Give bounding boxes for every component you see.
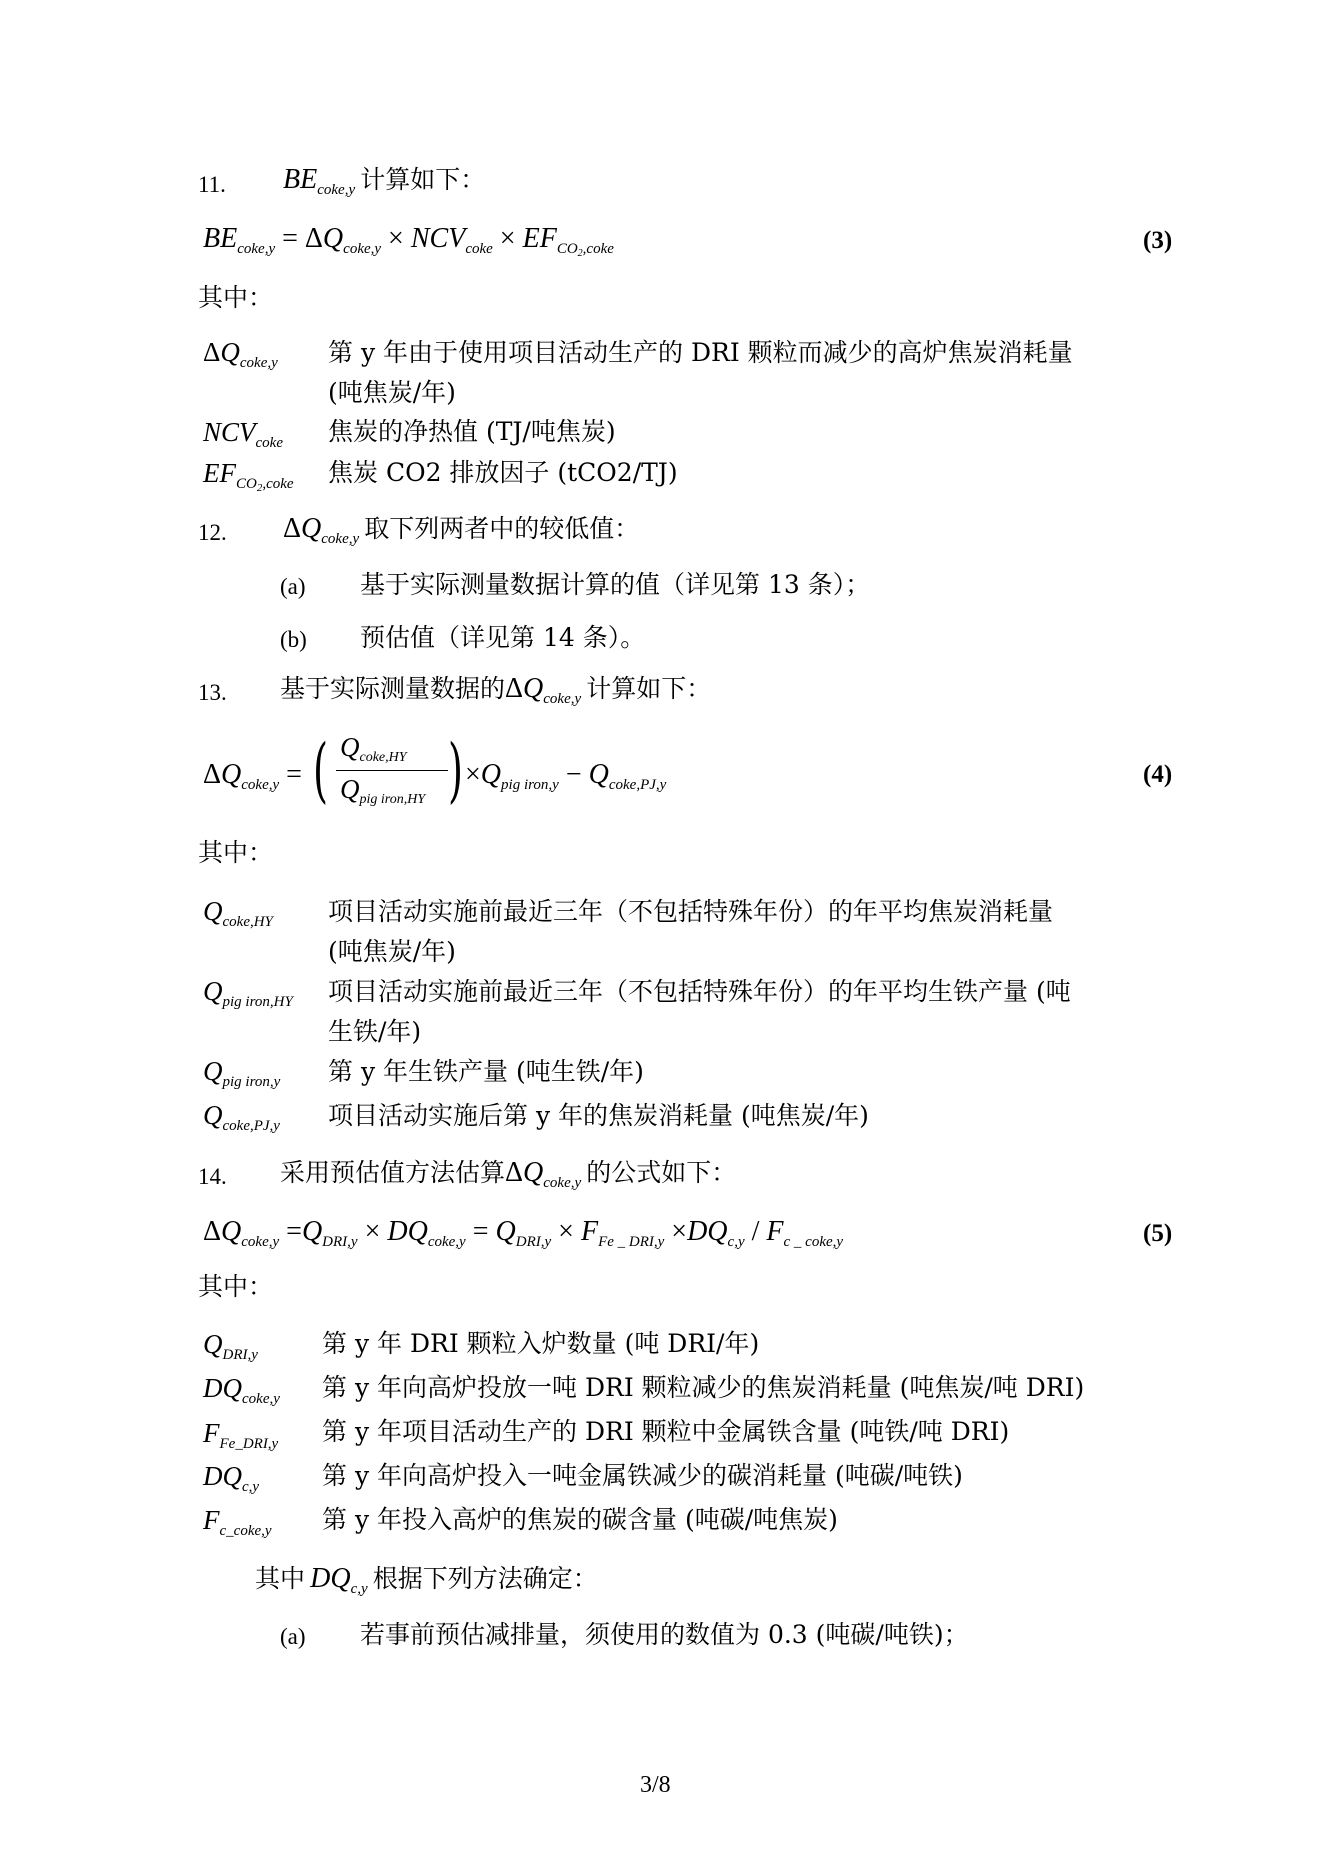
para-12-heading [283,512,639,546]
def-desc-ef: 焦炭 CO2 排放因子 (tCO2/TJ) [328,458,678,487]
def-symbol-dq-c: $DQ_{c,y}$ [203,1461,260,1495]
para-12-number: 12. [198,520,227,545]
para-13-heading [280,672,711,706]
list-12-a-label: (a) [280,574,306,599]
def-symbol-ef: $EF_{CO_2,coke}$ [203,458,294,494]
para-dq-text-2: 根据下列方法确定： [372,1564,598,1593]
para-11-heading [283,163,485,197]
list-dq-a-text: 若事前预估减排量，须使用的数值为 0.3 (吨碳/吨铁)； [360,1620,969,1649]
where-label-3: 其中： [198,1272,274,1301]
def-desc-q-coke-hy: 项目活动实施前最近三年（不包括特殊年份）的年平均焦炭消耗量 (吨焦炭/年) [328,897,1054,966]
para-11-text: 计算如下： [360,165,486,194]
def-desc-q-coke-pj-y: 项目活动实施后第 y 年的焦炭消耗量 (吨焦炭/年) [328,1101,869,1130]
list-12-a-text: 基于实际测量数据计算的值（详见第 13 条）； [360,570,871,599]
dq-c-symbol: $DQ_{c,y}$ [310,1563,368,1597]
def-desc-delta-q-coke: 第 y 年由于使用项目活动生产的 DRI 颗粒而减少的高炉焦炭消耗量 (吨焦炭/年) [328,338,1073,407]
para-14-text-1: 采用预估值方法估算 [280,1158,506,1187]
def-desc-f-c-coke: 第 y 年投入高炉的焦炭的碳含量 (吨碳/吨焦炭) [322,1505,838,1534]
def-symbol-q-pig-iron-hy: $Q_{pig iron,HY}$ [203,976,293,1010]
delta-q-symbol-14: $\Delta Q_{coke,y}$ [505,1157,582,1191]
be-symbol: $BE_{coke,y}$ [283,164,356,198]
def-desc-dq-c: 第 y 年向高炉投入一吨金属铁减少的碳消耗量 (吨碳/吨铁) [322,1461,963,1490]
def-symbol-f-c-coke: $F_{c\_coke,y}$ [203,1505,272,1539]
para-12-text: 取下列两者中的较低值： [364,514,640,543]
page-number: 3/8 [640,1772,671,1798]
def-symbol-f-fe-dri: $F_{Fe\_DRI,y}$ [203,1418,279,1452]
delta-q-symbol-13: $\Delta Q_{coke,y}$ [505,673,582,707]
def-symbol-ncv: $NCV_{coke}$ [203,417,283,451]
equation-5: $\Delta Q_{coke,y} =Q_{DRI,y} \times DQ_{coke,y} = Q_{DRI,y} \times F_{Fe \_ DRI,y} \times DQ_{c,y} / F_{c \_ coke,y}$ [203,1216,844,1250]
def-symbol-q-coke-hy: $Q_{coke,HY}$ [203,896,273,930]
def-symbol-q-dri: $Q_{DRI,y}$ [203,1329,258,1363]
def-desc-q-dri: 第 y 年 DRI 颗粒入炉数量 (吨 DRI/年) [322,1329,760,1358]
def-desc-dq-coke: 第 y 年向高炉投放一吨 DRI 颗粒减少的焦炭消耗量 (吨焦炭/吨 DRI) [322,1373,1085,1402]
para-dq-heading [255,1562,598,1596]
delta-q-symbol: $\Delta Q_{coke,y}$ [283,513,360,547]
list-12-b-text: 预估值（详见第 14 条）。 [360,623,646,652]
def-symbol-q-coke-pj-y: $Q_{coke,PJ,y}$ [203,1100,280,1134]
def-desc-ncv: 焦炭的净热值 (TJ/吨焦炭) [328,417,616,446]
where-label: 其中： [198,283,274,312]
para-13-text-2: 计算如下： [586,674,712,703]
equation-4: $\Delta Q_{coke,y}$ = ( $Q_{coke,HY}$ $Q_{pig iron,HY}$ ) $\times Q_{pig iron,y} - Q_{coke,PJ,y}$ [203,729,667,811]
equation-3-number: (3) [1143,227,1173,254]
list-dq-a-label: (a) [280,1624,306,1649]
list-12-b-label: (b) [280,627,307,652]
equation-4-number: (4) [1143,761,1173,788]
def-desc-q-pig-iron-hy: 项目活动实施前最近三年（不包括特殊年份）的年平均生铁产量 (吨 生铁/年) [328,977,1071,1046]
para-14-number: 14. [198,1164,227,1189]
equation-3: $BE_{coke,y} = \Delta Q_{coke,y} \times NCV_{coke} \times EF_{CO_2,coke}$ [203,223,614,259]
para-14-heading [280,1156,736,1190]
where-label-2: 其中： [198,838,274,867]
def-symbol-delta-q-coke: $\Delta Q_{coke,y}$ [203,337,278,371]
para-11-number: 11. [198,172,226,197]
para-14-text-2: 的公式如下： [586,1158,737,1187]
def-symbol-q-pig-iron-y: $Q_{pig iron,y}$ [203,1056,281,1090]
para-dq-text-1: 其中 [255,1564,306,1593]
def-desc-q-pig-iron-y: 第 y 年生铁产量 (吨生铁/年) [328,1057,644,1086]
para-13-text-1: 基于实际测量数据的 [280,674,506,703]
para-13-number: 13. [198,680,227,705]
equation-5-number: (5) [1143,1220,1173,1247]
def-desc-f-fe-dri: 第 y 年项目活动生产的 DRI 颗粒中金属铁含量 (吨铁/吨 DRI) [322,1417,1010,1446]
def-symbol-dq-coke: $DQ_{coke,y}$ [203,1373,280,1407]
